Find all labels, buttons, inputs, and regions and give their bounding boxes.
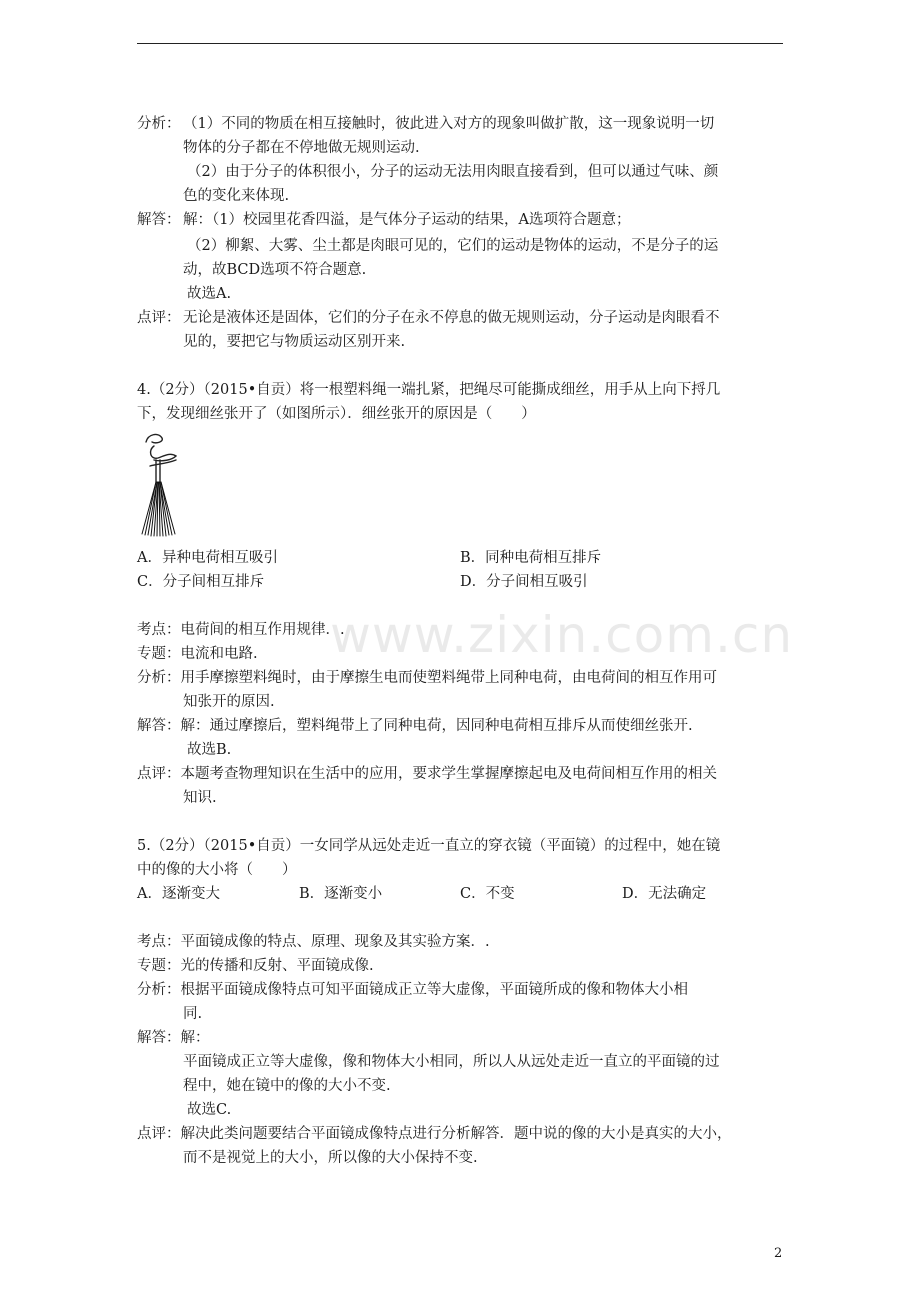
q3-review-label: 点评： [137,310,181,326]
header-rule [137,43,783,44]
q5-review-line-1: 点评：解决此类问题要结合平面镜成像特点进行分析解答．题中说的像的大小是真实的大小， [137,1126,732,1142]
q4-option-c: C．分子间相互排斥 [137,574,265,590]
q3-review-line-1: 无论是液体还是固体，它们的分子在永不停息的做无规则运动，分子运动是肉眼看不 [183,310,720,326]
q5-kaodian: 考点：平面镜成像的特点、原理、现象及其实验方案．. [137,934,490,950]
q4-option-b: B．同种电荷相互排斥 [460,550,602,566]
q3-analysis-line-1: （1）不同的物质在相互接触时，彼此进入对方的现象叫做扩散，这一现象说明一切 [183,116,715,132]
q5-stem-line-1: 5.（2分）（2015•自贡）一女同学从远处走近一直立的穿衣镜（平面镜）的过程中，她在镜 [137,838,721,854]
q4-analysis-line-2: 知张开的原因. [183,694,275,710]
q3-analysis-line-2: 物体的分子都在不停地做无规则运动. [183,140,420,156]
q5-answer-choice: 故选C. [187,1102,232,1118]
q4-option-a: A．异种电荷相互吸引 [137,550,278,566]
q4-kaodian: 考点：电荷间的相互作用规律．. [137,622,345,638]
q5-option-a: A．逐渐变大 [137,886,220,902]
q4-zhuanti: 专题：电流和电路. [137,646,258,662]
q5-answer-label: 解答：解： [137,1030,210,1046]
q4-review-line-2: 知识. [183,790,217,806]
page-number: 2 [774,1246,783,1261]
q3-answer-label: 解答： [137,212,181,228]
q5-answer-line-1: 平面镜成正立等大虚像，像和物体大小相同，所以人从远处走近一直立的平面镜的过 [183,1054,720,1070]
q3-analysis-label: 分析： [137,116,181,132]
q4-review-line-1: 点评：本题考查物理知识在生活中的应用，要求学生掌握摩擦起电及电荷间相互作用的相关 [137,766,717,782]
q4-stem-line-2: 下，发现细丝张开了（如图所示）．细丝张开的原因是（ ） [137,406,536,422]
watermark: www.zixin.com.cn [330,606,794,664]
q5-review-line-2: 而不是视觉上的大小，所以像的大小保持不变. [183,1150,478,1166]
q3-analysis-line-3: （2）由于分子的体积很小，分子的运动无法用肉眼直接看到，但可以通过气味、颜 [187,164,719,180]
q5-answer-line-2: 程中，她在镜中的像的大小不变. [183,1078,391,1094]
q5-option-c: C．不变 [460,886,515,902]
q3-answer-line-3: 动，故BCD选项不符合题意. [183,262,367,278]
q3-analysis-line-4: 色的变化来体现. [183,188,290,204]
q5-option-b: B．逐渐变小 [299,886,383,902]
q4-answer-choice: 故选B. [187,742,232,758]
q4-option-d: D．分子间相互吸引 [460,574,588,590]
q5-analysis-line-2: 同. [183,1006,203,1022]
q5-zhuanti: 专题：光的传播和反射、平面镜成像. [137,958,374,974]
q4-answer-line-1: 解答：解：通过摩擦后，塑料绳带上了同种电荷，因同种电荷相互排斥从而使细丝张开. [137,718,693,734]
q3-answer-line-1: 解：（1）校园里花香四溢，是气体分子运动的结果，A选项符合题意； [183,212,631,228]
q5-analysis-line-1: 分析：根据平面镜成像特点可知平面镜成正立等大虚像，平面镜所成的像和物体大小相 [137,982,688,998]
q3-answer-line-2: （2）柳絮、大雾、尘土都是肉眼可见的，它们的运动是物体的运动，不是分子的运 [187,238,719,254]
q4-stem-line-1: 4.（2分）（2015•自贡）将一根塑料绳一端扎紧，把绳尽可能撕成细丝，用手从上向下捋几 [137,382,721,398]
q3-review-line-2: 见的，要把它与物质运动区别开来. [183,334,406,350]
q5-option-d: D．无法确定 [622,886,707,902]
plastic-rope-figure [140,430,182,538]
q4-analysis-line-1: 分析：用手摩擦塑料绳时，由于摩擦生电而使塑料绳带上同种电荷，由电荷间的相互作用可 [137,670,717,686]
q3-answer-choice: 故选A. [187,286,232,302]
q5-stem-line-2: 中的像的大小将（ ） [137,862,297,878]
